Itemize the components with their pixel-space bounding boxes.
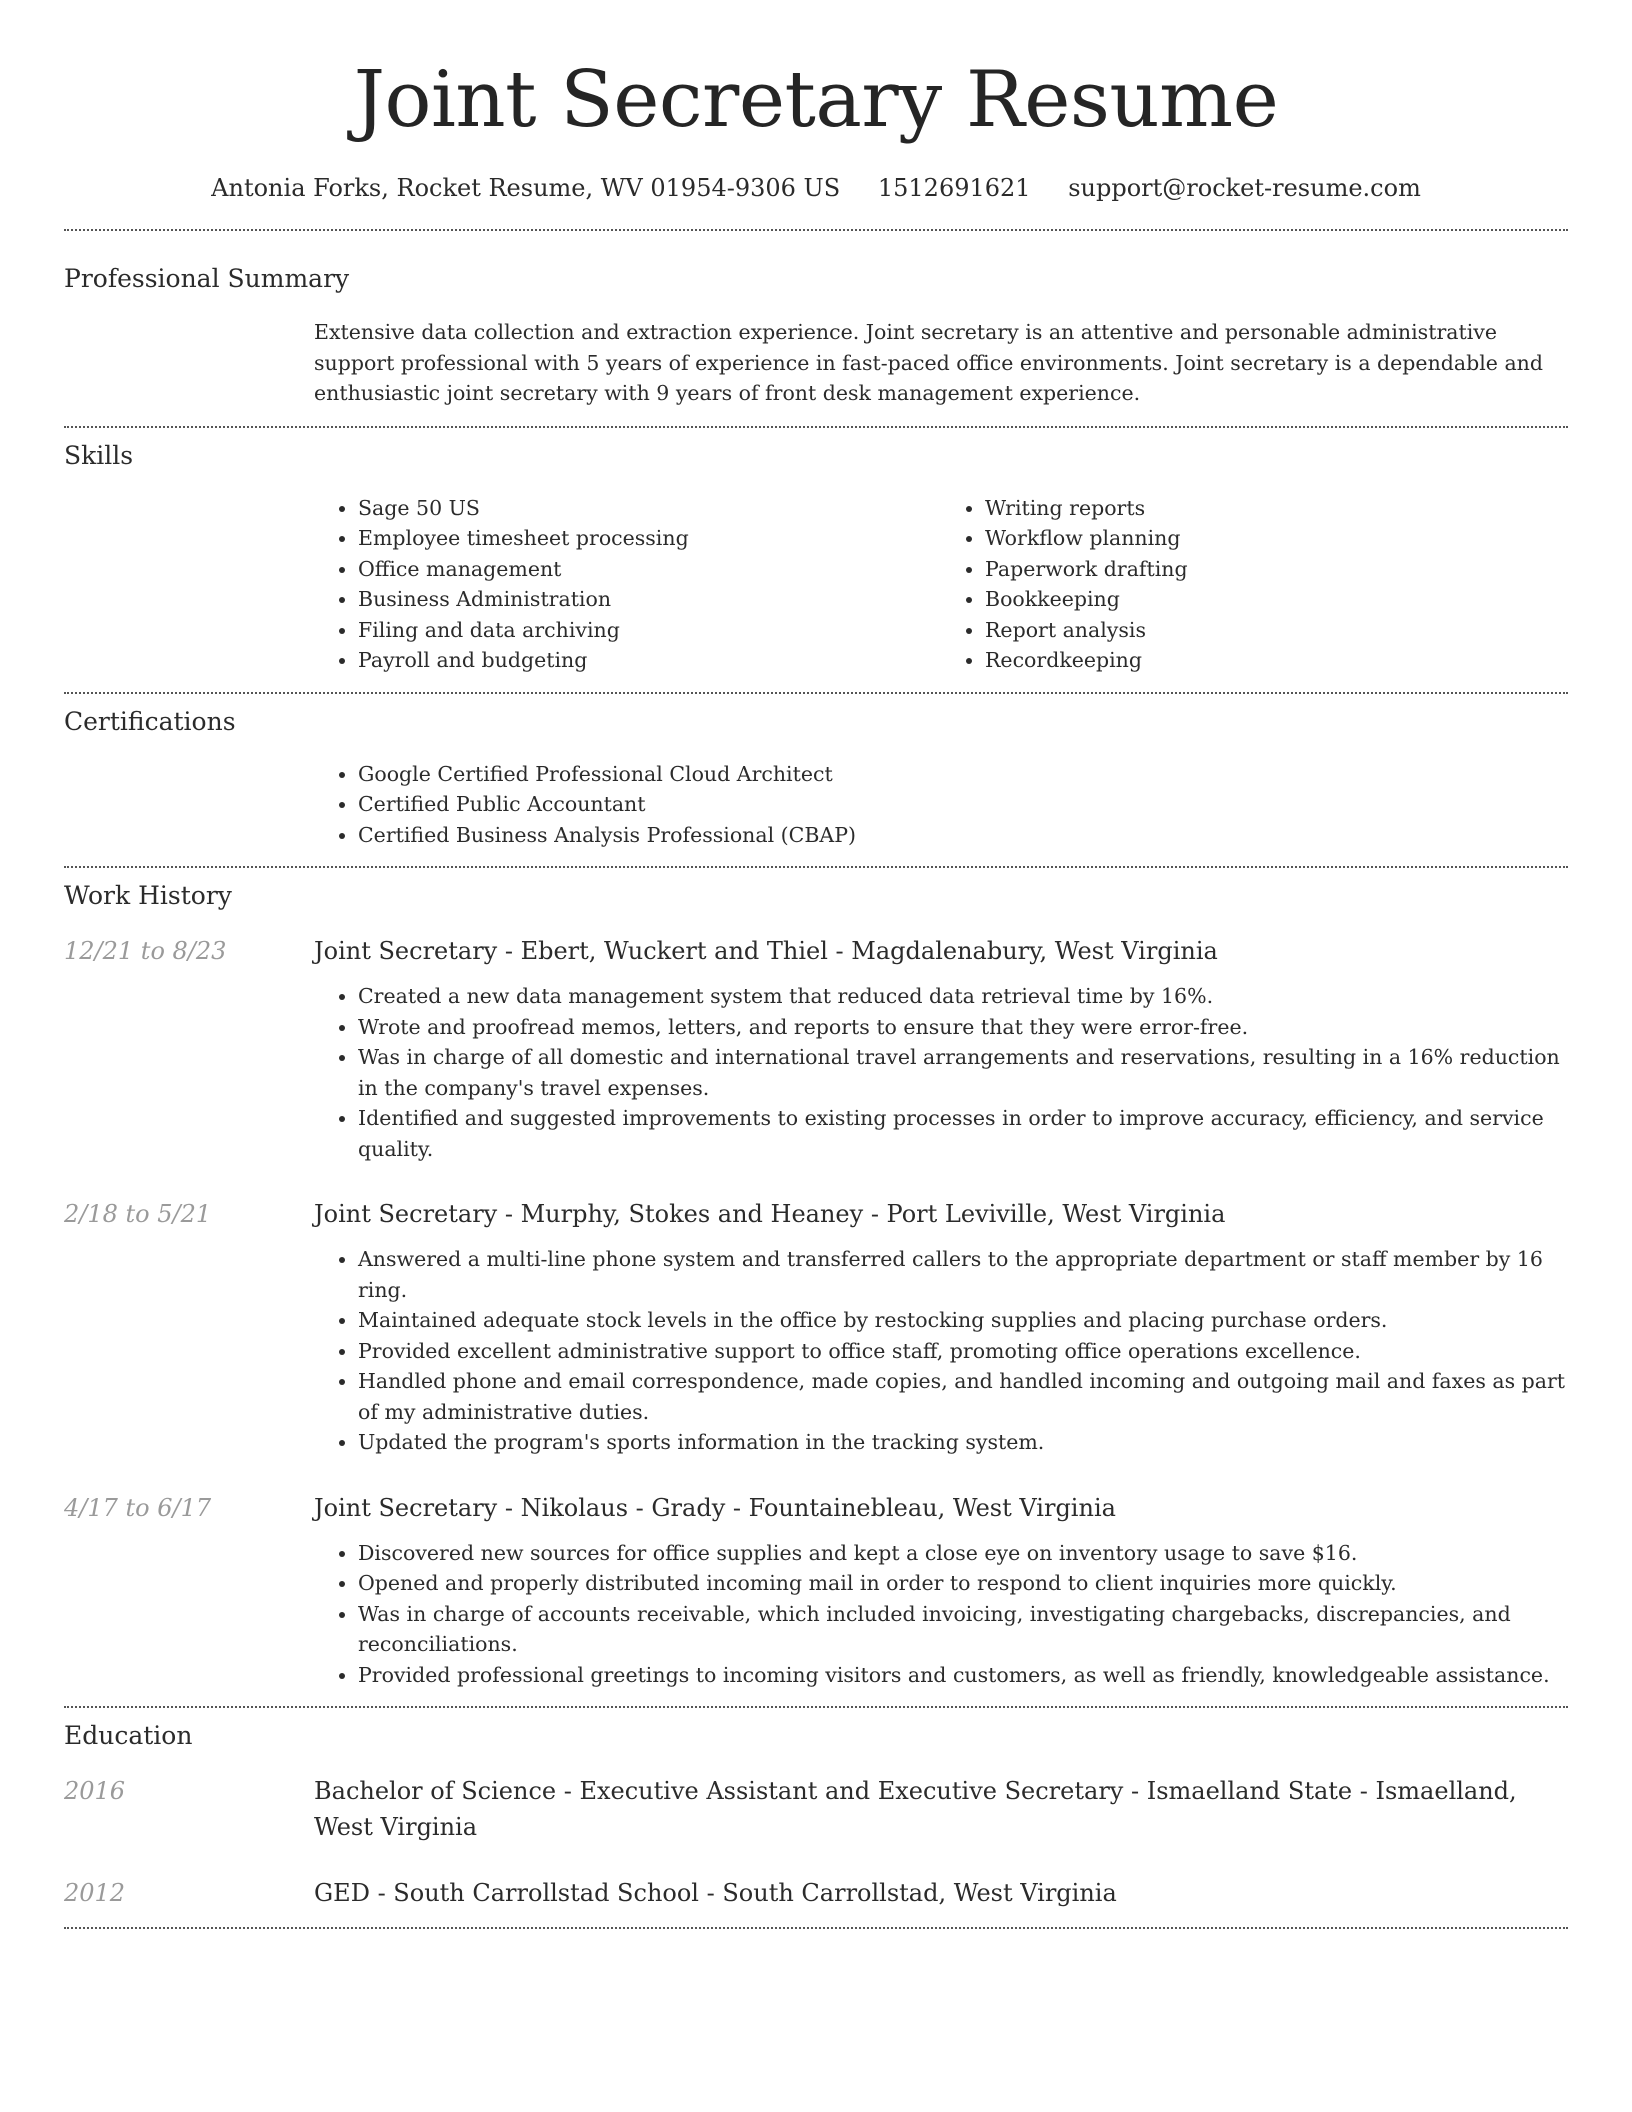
certification-item: • Certified Public Accountant xyxy=(358,789,1568,820)
job-bullet: • Created a new data management system that reduced data retrieval time by 16%. xyxy=(358,981,1568,1012)
skill-item: • Sage 50 US xyxy=(358,493,941,524)
education-entry xyxy=(64,1875,1568,1911)
skill-item: • Bookkeeping xyxy=(985,584,1568,615)
education-year: 2016 xyxy=(64,1777,126,1805)
job-bullets xyxy=(314,981,1568,1164)
certifications-heading: Certifications xyxy=(64,706,236,736)
skills-list-right xyxy=(941,493,1568,676)
job-entry xyxy=(64,933,1568,1164)
job-bullet: • Updated the program's sports information in the tracking system. xyxy=(358,1427,1568,1458)
job-bullet: • Was in charge of accounts receivable, which included invoicing, investigating chargebacks, discrepancies, and reconciliations. xyxy=(358,1599,1568,1660)
education-entry xyxy=(64,1773,1568,1845)
skill-item: • Payroll and budgeting xyxy=(358,645,941,676)
job-dates: 2/18 to 5/21 xyxy=(64,1200,212,1228)
resume-title: Joint Secretary Resume xyxy=(353,55,1279,145)
job-bullets xyxy=(314,1538,1568,1691)
job-bullet: • Maintained adequate stock levels in the office by restocking supplies and placing purchase orders. xyxy=(358,1305,1568,1336)
job-entry xyxy=(64,1490,1568,1691)
contact-address: Antonia Forks, Rocket Resume, WV 01954-9306 US xyxy=(211,174,841,202)
skill-item: • Employee timesheet processing xyxy=(358,523,941,554)
skills-section xyxy=(64,428,1568,692)
education-heading: Education xyxy=(64,1721,193,1750)
job-title: Joint Secretary - Murphy, Stokes and Heaney - Port Leviville, West Virginia xyxy=(314,1200,1226,1228)
certifications-list xyxy=(314,759,1568,851)
skill-item: • Report analysis xyxy=(985,615,1568,646)
job-bullet: • Wrote and proofread memos, letters, and reports to ensure that they were error-free. xyxy=(358,1012,1568,1043)
job-bullet: • Provided professional greetings to incoming visitors and customers, as well as friendly, knowledgeable assistance. xyxy=(358,1660,1568,1691)
job-bullet: • Answered a multi-line phone system and transferred callers to the appropriate department or staff member by 16 ring. xyxy=(358,1244,1568,1305)
contact-phone: 1512691621 xyxy=(877,174,1031,202)
education-title: Bachelor of Science - Executive Assistant and Executive Secretary - Ismaelland State - Ismaelland, West Virginia xyxy=(314,1777,1517,1841)
certification-item: • Google Certified Professional Cloud Architect xyxy=(358,759,1568,790)
skill-item: • Office management xyxy=(358,554,941,585)
contact-line xyxy=(64,172,1568,204)
skill-item: • Paperwork drafting xyxy=(985,554,1568,585)
job-bullet: • Identified and suggested improvements to existing processes in order to improve accuracy, efficiency, and service quality. xyxy=(358,1103,1568,1164)
job-dates: 4/17 to 6/17 xyxy=(64,1493,212,1522)
skills-list-left xyxy=(314,493,941,676)
certifications-section xyxy=(64,694,1568,867)
job-title: Joint Secretary - Ebert, Wuckert and Thiel - Magdalenabury, West Virginia xyxy=(314,937,1218,965)
education-section xyxy=(64,1708,1568,1927)
work-history-section xyxy=(64,868,1568,1706)
job-entry xyxy=(64,1196,1568,1458)
skill-item: • Filing and data archiving xyxy=(358,615,941,646)
footer-divider xyxy=(64,1927,1568,1929)
skill-item: • Recordkeeping xyxy=(985,645,1568,676)
skill-item: • Business Administration xyxy=(358,584,941,615)
education-year: 2012 xyxy=(64,1879,126,1907)
skill-item: • Workflow planning xyxy=(985,523,1568,554)
summary-section xyxy=(64,231,1568,426)
summary-text: Extensive data collection and extraction experience. Joint secretary is an attentive and personable administrative support professional with 5 years of experience in fast-paced office environments. Joint secretary is a dependable and enthusiastic joint secretary with 9 years of front desk management experience. xyxy=(314,320,1543,405)
job-bullet: • Discovered new sources for office supplies and kept a close eye on inventory usage to save $16. xyxy=(358,1538,1568,1569)
job-bullets xyxy=(314,1244,1568,1458)
job-bullet: • Handled phone and email correspondence, made copies, and handled incoming and outgoing mail and faxes as part of my administrative duties. xyxy=(358,1366,1568,1427)
job-bullet: • Opened and properly distributed incoming mail in order to respond to client inquiries more quickly. xyxy=(358,1568,1568,1599)
job-bullet: • Was in charge of all domestic and international travel arrangements and reservations, resulting in a 16% reduction in the company's travel expenses. xyxy=(358,1042,1568,1103)
education-title: GED - South Carrollstad School - South Carrollstad, West Virginia xyxy=(314,1879,1117,1907)
work-history-heading: Work History xyxy=(64,881,232,910)
certification-item: • Certified Business Analysis Professional (CBAP) xyxy=(358,820,1568,851)
job-bullet: • Provided excellent administrative support to office staff, promoting office operations excellence. xyxy=(358,1336,1568,1367)
contact-email: support@rocket-resume.com xyxy=(1068,174,1421,202)
job-title: Joint Secretary - Nikolaus - Grady - Fountainebleau, West Virginia xyxy=(314,1493,1116,1522)
skills-heading: Skills xyxy=(64,440,134,470)
skill-item: • Writing reports xyxy=(985,493,1568,524)
job-dates: 12/21 to 8/23 xyxy=(64,937,227,965)
summary-heading: Professional Summary xyxy=(64,264,350,293)
